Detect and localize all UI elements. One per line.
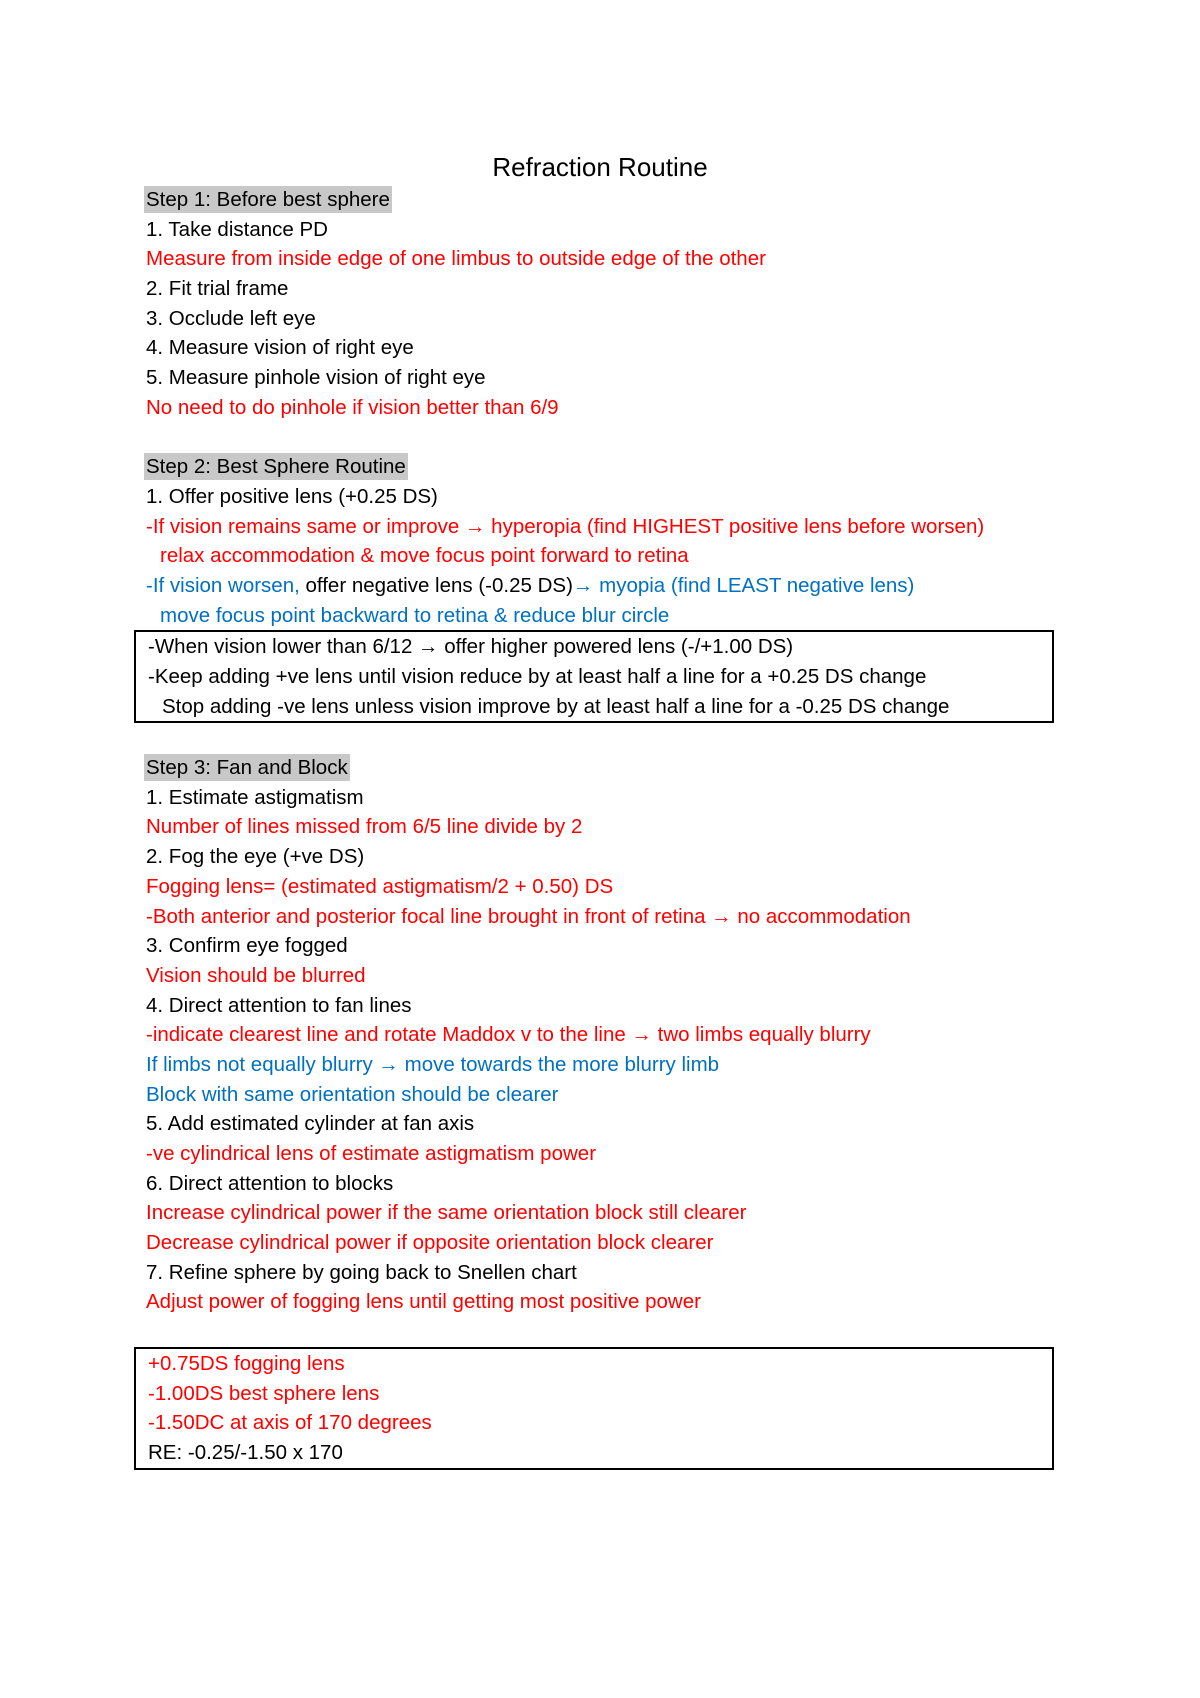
step2-heading-line [146,452,1096,482]
example-result-line: RE: -0.25/-1.50 x 170 [148,1440,343,1464]
step1-line: 5. Measure pinhole vision of right eye [146,366,486,390]
step3-note: Number of lines missed from 6/5 line divide by 2 [146,815,583,839]
example-line: -1.00DS best sphere lens [148,1381,380,1405]
step3-note: Adjust power of fogging lens until getting most positive power [146,1290,701,1314]
step3-note: Fogging lens= (estimated astigmatism/2 + 0.50) DS [146,874,614,898]
example-line: +0.75DS fogging lens [148,1351,345,1375]
step2-note-myopia-detail: move focus point backward to retina & reduce blur circle [160,603,670,627]
step3-line: 2. Fog the eye (+ve DS) [146,845,365,869]
step2-line-worsen [146,571,1096,601]
step3-line: 3. Confirm eye fogged [146,934,348,958]
step2-rules-box [134,630,1054,723]
step2-line: 1. Offer positive lens (+0.25 DS) [146,484,438,508]
step2-note-hyperopia: -If vision remains same or improve → hyperopia (find HIGHEST positive lens before worsen) [146,514,985,538]
step3-line: 6. Direct attention to blocks [146,1171,394,1195]
step3-line: 1. Estimate astigmatism [146,785,364,809]
step3-note: Increase cylindrical power if the same orientation block still clearer [146,1201,747,1225]
step3-note: Decrease cylindrical power if opposite orientation block clearer [146,1231,714,1255]
document-body [146,185,1096,1470]
example-line: -1.50DC at axis of 170 degrees [148,1411,432,1435]
step3-note: Vision should be blurred [146,963,366,987]
step2-heading: Step 2: Best Sphere Routine [146,455,406,479]
step3-line: 7. Refine sphere by going back to Snellen chart [146,1260,577,1284]
spacer [146,423,1096,453]
step1-heading: Step 1: Before best sphere [146,188,390,211]
spacer [146,723,1096,753]
step2-rule: Stop adding -ve lens unless vision improve by at least half a line for a -0.25 DS change [162,694,950,718]
spacer [146,1317,1096,1347]
step2-note-hyperopia-detail: relax accommodation & move focus point forward to retina [160,544,689,568]
step2-rule: -Keep adding +ve lens until vision reduce by at least half a line for a +0.25 DS change [148,665,927,688]
step1-line: 4. Measure vision of right eye [146,336,414,360]
step3-heading: Step 3: Fan and Block [146,756,348,780]
step3-note-blue: Block with same orientation should be clearer [146,1082,559,1106]
step2-rule: -When vision lower than 6/12 → offer higher powered lens (-/+1.00 DS) [148,635,794,659]
step3-note-blue: If limbs not equally blurry → move towards the more blurry limb [146,1052,720,1076]
step2-worsen-text: -If vision worsen, [146,573,300,597]
step1-heading-line [146,185,1096,215]
step3-note: -indicate clearest line and rotate Maddox v to the line → two limbs equally blurry [146,1023,871,1047]
step3-note: -Both anterior and posterior focal line brought in front of retina → no accommodation [146,904,911,928]
step1-line: 1. Take distance PD [146,217,328,241]
step1-note: No need to do pinhole if vision better than 6/9 [146,395,559,419]
step2-myopia-text: → myopia (find LEAST negative lens) [572,573,915,597]
step3-line: 5. Add estimated cylinder at fan axis [146,1112,475,1136]
step1-note: Measure from inside edge of one limbus to outside edge of the other [146,247,766,271]
step3-line: 4. Direct attention to fan lines [146,993,412,1017]
step2-negative-lens-text: offer negative lens (-0.25 DS) [299,573,573,597]
step3-note: -ve cylindrical lens of estimate astigmatism power [146,1142,597,1165]
page-title: Refraction Routine [492,152,708,182]
step1-line: 2. Fit trial frame [146,277,289,301]
step3-heading-line [146,753,1096,783]
example-box [134,1347,1054,1470]
step1-line: 3. Occlude left eye [146,306,316,330]
